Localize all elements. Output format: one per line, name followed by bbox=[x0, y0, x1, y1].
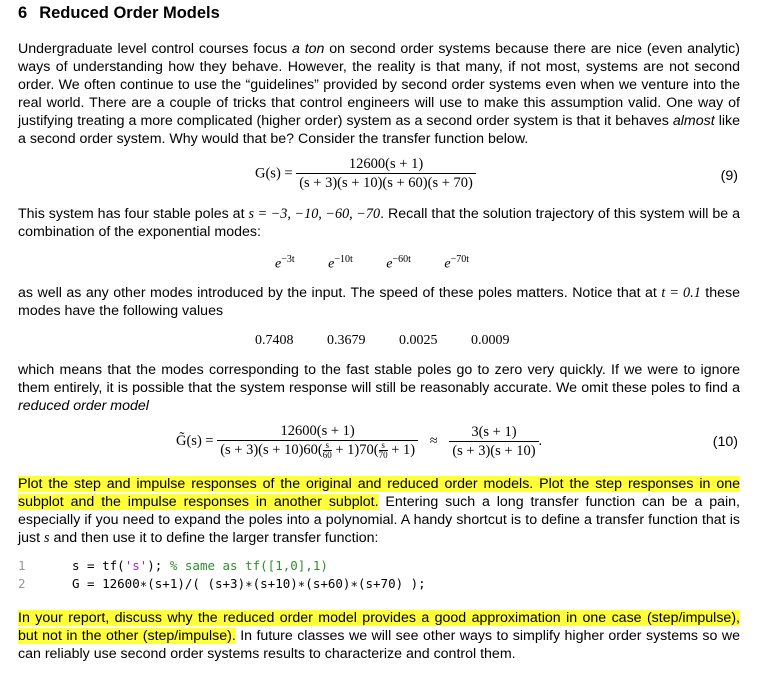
fraction-numerator: 12600(s + 1) bbox=[217, 423, 418, 441]
text-span: This system has four stable poles at bbox=[18, 206, 249, 222]
text-span: on second order systems because there are nice (even analytic) ways of understanding how they behave. However, the reality is that many, if not most, systems are not second order. We often continue to use the “guidelines” provided by second order systems even when we venture into the real world. There are a couple of tricks that control engineers will use to make this assumption valid. One way of justifying treating a more complicated (higher order) system as a second order system is that it behaves bbox=[18, 41, 740, 129]
emphasis-text: almost bbox=[672, 113, 715, 129]
code-line: 1 s = tf('s'); % same as tf([1,0],1) bbox=[18, 558, 328, 573]
line-number: 2 bbox=[18, 576, 26, 591]
mode-term: $e^{-10t}$ bbox=[328, 254, 353, 272]
text-span: like a second order system. Why would that be? Consider the transfer function below. bbox=[18, 113, 740, 147]
equation-fraction bbox=[217, 423, 418, 460]
exponential-modes bbox=[275, 254, 499, 273]
mode-term: $e^{-60t}$ bbox=[386, 254, 411, 272]
highlighted-instruction: In your report, discuss why the reduced order model provides a good approximation in one case (step/impulse), but not in the other (step/impulse). bbox=[18, 610, 740, 644]
text-span: and then use it to define the larger transfer function: bbox=[49, 530, 379, 546]
math-inline: t = 0.1 bbox=[661, 285, 701, 301]
equation-9 bbox=[255, 156, 476, 192]
equation-fraction bbox=[296, 156, 476, 192]
math-inline: s = −3, −10, −60, −70 bbox=[248, 206, 381, 222]
task-paragraph bbox=[18, 475, 740, 547]
text-span: which means that the modes corresponding to the fast stable poles go to zero very quickly. If we were to ignore them entirely, it is possible that the system response will still be reasonably accurate. We omit these poles to find a bbox=[18, 362, 740, 396]
emphasis-text: a ton bbox=[292, 41, 325, 57]
report-paragraph bbox=[18, 609, 740, 663]
mode-value: 0.7408 bbox=[255, 333, 294, 348]
section-number: 6 bbox=[18, 4, 28, 22]
text-span: Entering such a long transfer function can be a pain, especially if you need to expand the poles into a polynomial. A handy shortcut is to define a transfer function that is just bbox=[18, 494, 740, 546]
fraction-numerator: 3(s + 1) bbox=[449, 424, 538, 442]
mode-values bbox=[255, 333, 540, 349]
equation-fraction bbox=[449, 424, 538, 460]
text-span: these modes have the following values bbox=[18, 285, 740, 319]
mode-value: 0.0009 bbox=[471, 333, 510, 348]
text-span: In future classes we will see other ways to simplify higher order systems so we can reliably use second order systems results to characterize and control them. bbox=[18, 628, 740, 662]
text-span: . Recall that the solution trajectory of this system will be a combination of the exponential modes: bbox=[18, 206, 741, 240]
equation-lhs: G(s) = bbox=[255, 165, 293, 182]
text-span: Undergraduate level control courses focus bbox=[18, 41, 293, 57]
section-title: Reduced Order Models bbox=[39, 4, 220, 22]
intro-paragraph bbox=[18, 40, 740, 148]
mode-value: 0.0025 bbox=[399, 333, 438, 348]
mode-value: 0.3679 bbox=[327, 333, 366, 348]
poles-paragraph bbox=[18, 205, 740, 241]
fraction-denominator: (s + 3)(s + 10)60( $\frac{s}{60}$ + 1)70( $\frac{s}{70}$ + 1) bbox=[220, 440, 416, 461]
equation-10 bbox=[176, 423, 542, 460]
speed-paragraph bbox=[18, 284, 740, 320]
equation-number: (9) bbox=[720, 168, 738, 184]
section-heading bbox=[18, 4, 220, 23]
fraction-denominator: (s + 3)(s + 10)(s + 60)(s + 70) bbox=[299, 175, 473, 191]
mode-term: $e^{-3t}$ bbox=[275, 254, 295, 272]
equation-lhs: G̃(s) = bbox=[176, 433, 214, 450]
reduction-paragraph bbox=[18, 361, 740, 415]
line-number: 1 bbox=[18, 558, 26, 573]
text-span: as well as any other modes introduced by the input. The speed of these poles matters. Notice that at bbox=[18, 285, 662, 301]
emphasis-text: reduced order model bbox=[18, 398, 149, 414]
mode-term: $e^{-70t}$ bbox=[444, 254, 470, 272]
period: . bbox=[538, 433, 543, 450]
equation-number: (10) bbox=[712, 434, 738, 450]
math-inline: s bbox=[44, 530, 50, 546]
code-line: 2 G = 12600∗(s+1)/( (s+3)∗(s+10)∗(s+60)∗(s+70) ); bbox=[18, 576, 426, 591]
fraction-denominator: (s + 3)(s + 10) bbox=[452, 442, 536, 459]
code-listing bbox=[18, 557, 426, 593]
highlighted-instruction: Plot the step and impulse responses of the original and reduced order models. Plot the step responses in one subplot and the impulse responses in another subplot. bbox=[18, 476, 740, 510]
fraction-numerator: 12600(s + 1) bbox=[296, 156, 476, 174]
approx-symbol: ≈ bbox=[429, 433, 438, 450]
